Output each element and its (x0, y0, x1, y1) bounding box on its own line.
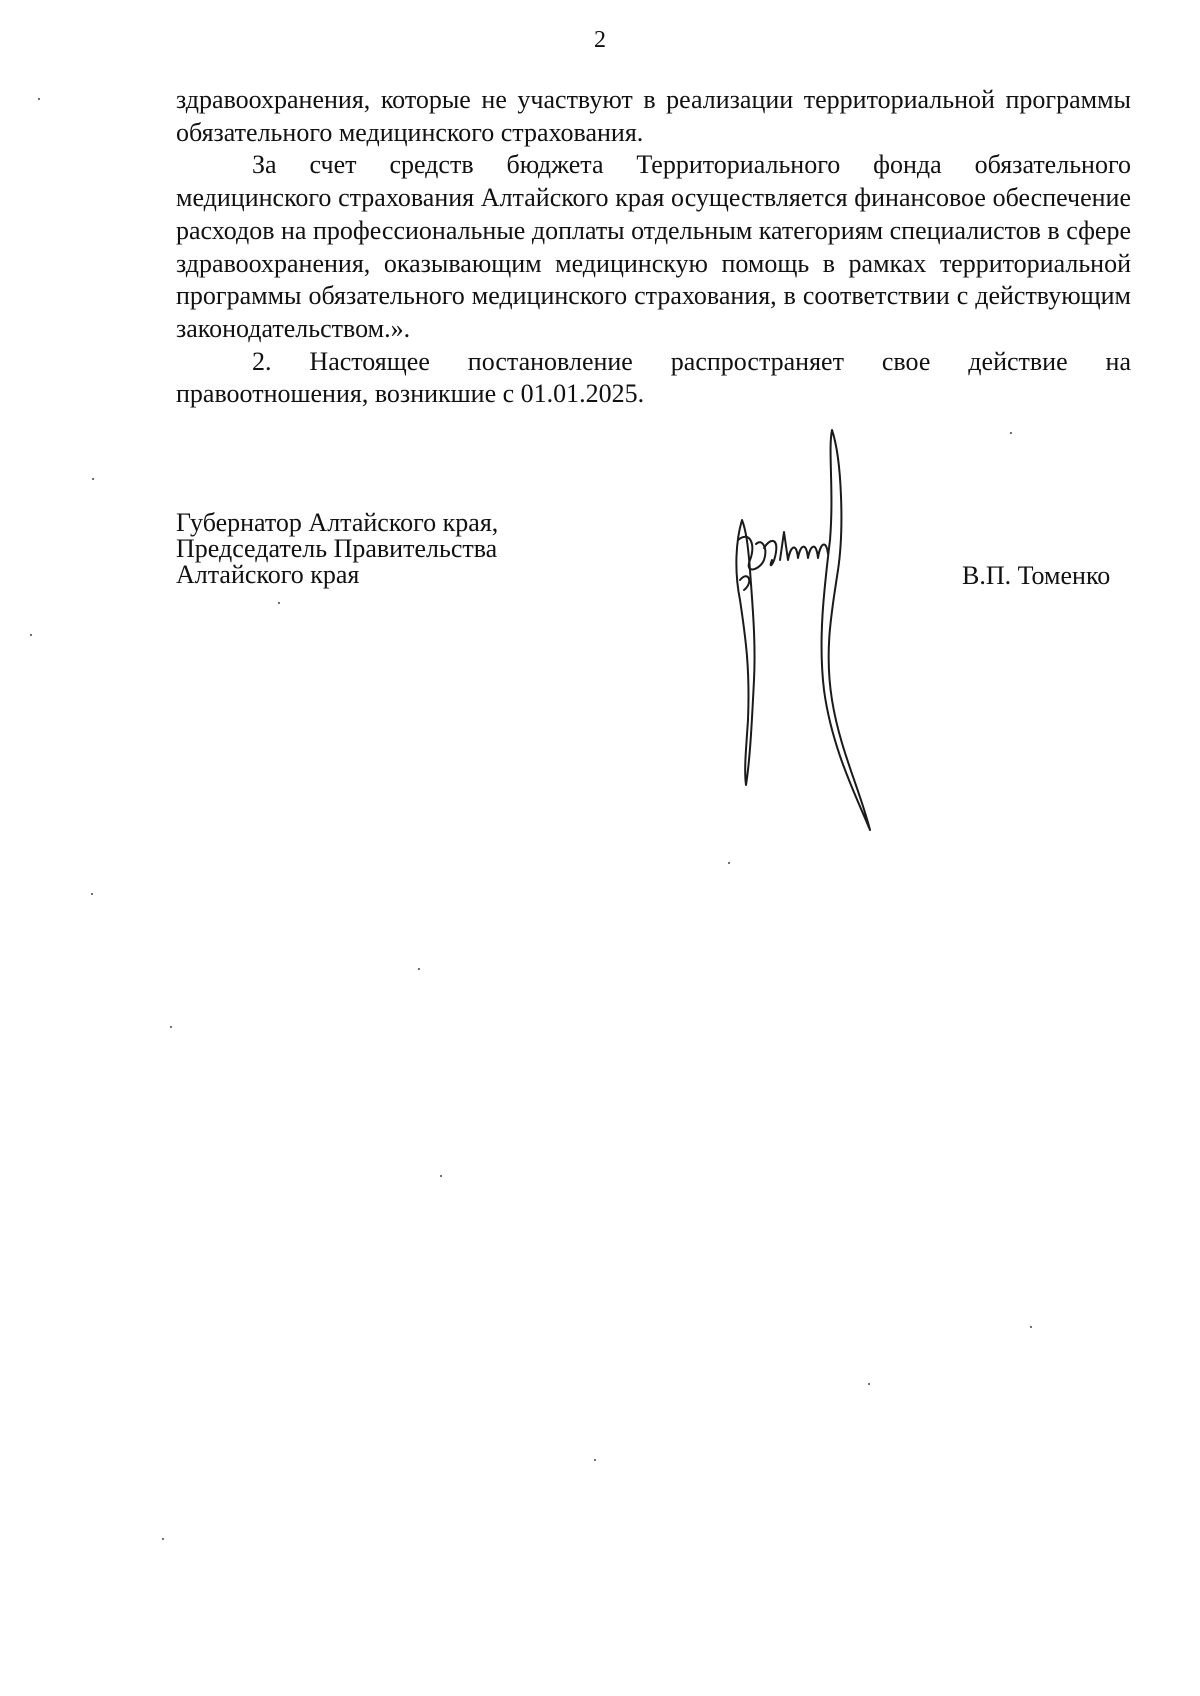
scan-speck (30, 634, 32, 636)
scan-speck (418, 968, 420, 970)
scan-speck (594, 1459, 596, 1461)
paragraph-funding: За счет средств бюджета Территориального фонда обязательного медицинского страхования Алтайского края осуществляется финансовое обеспечение расходов на профессиональные доплаты отдельным категориям специалистов в сфере здравоохранения, оказывающим медицинскую помощь в рамках территориальной программы обязательного медицинского страхования, в соответствии с действующим законодательством.». (176, 150, 1131, 343)
handwritten-signature (720, 420, 890, 840)
signatory-position-line: Председатель Правительства (176, 534, 498, 563)
signatory-position (176, 510, 498, 588)
scan-speck (278, 602, 280, 604)
page-number: 2 (594, 27, 606, 53)
paragraph-continuation: здравоохранения, которые не участвуют в реализации территориальной программы обязательного медицинского страхования. (176, 85, 1131, 147)
scan-speck (91, 893, 93, 895)
scan-speck (38, 98, 40, 100)
scan-speck (1030, 1326, 1032, 1328)
scan-speck (170, 1026, 172, 1028)
scan-speck (162, 1538, 164, 1540)
signatory-name: В.П. Томенко (962, 561, 1111, 590)
document-body (176, 84, 1131, 411)
scan-speck (440, 1175, 442, 1177)
signatory-position-line: Алтайского края (176, 560, 360, 589)
scan-speck (92, 478, 94, 480)
paragraph-effective-date: 2. Настоящее постановление распространяет свое действие на правоотношения, возникшие с 01.01.2025. (176, 346, 1131, 409)
scan-speck (1010, 432, 1012, 434)
signatory-position-line: Губернатор Алтайского края, (176, 508, 499, 537)
scan-speck (868, 1383, 870, 1385)
scan-speck (728, 862, 730, 864)
